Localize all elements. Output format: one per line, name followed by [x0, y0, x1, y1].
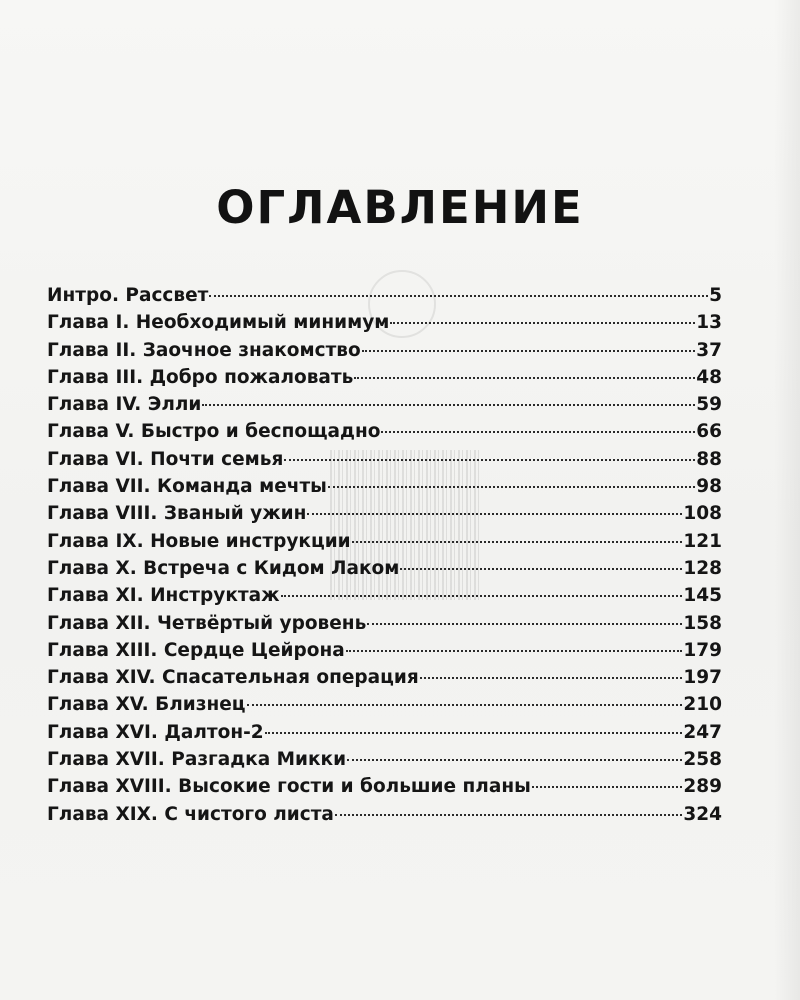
- toc-entry-title: Глава IX. Новые инструкции: [47, 530, 351, 552]
- toc-entry: [47, 367, 722, 394]
- dot-leader: [247, 704, 683, 706]
- toc-entry-page-number: 158: [683, 612, 722, 634]
- dot-leader: [209, 295, 708, 297]
- page-title: ОГЛАВЛЕНИЕ: [216, 181, 584, 234]
- toc-entry: [47, 804, 722, 831]
- dot-leader: [381, 431, 695, 433]
- toc-entry-page-number: 128: [683, 557, 722, 579]
- toc-entry-title: Глава V. Быстро и беспощадно: [47, 421, 381, 443]
- toc-entry: [47, 285, 722, 312]
- toc-entry-title: Глава XV. Близнец: [47, 694, 246, 716]
- toc-entry-page-number: 210: [683, 694, 722, 716]
- dot-leader: [265, 732, 683, 734]
- toc-entry-page-number: 66: [696, 421, 722, 443]
- toc-entry: [47, 312, 722, 339]
- toc-entry-page-number: 108: [683, 503, 722, 525]
- toc-entry: [47, 340, 722, 367]
- toc-entry-page-number: 289: [683, 776, 722, 798]
- dot-leader: [346, 650, 683, 652]
- toc-entry-title: Глава VIII. Званый ужин: [47, 503, 307, 525]
- toc-entry-page-number: 179: [683, 639, 722, 661]
- toc-entry-title: Интро. Рассвет: [47, 285, 209, 306]
- toc-entry-title: Глава I. Необходимый минимум: [47, 312, 390, 334]
- toc-entry: [47, 776, 722, 803]
- toc-entry-page-number: 88: [696, 448, 722, 470]
- toc-entry-title: Глава XI. Инструктаж: [47, 585, 280, 607]
- toc-entry: [47, 394, 722, 421]
- toc-entry: [47, 667, 722, 694]
- toc-entry-page-number: 48: [696, 366, 722, 388]
- dot-leader: [328, 486, 695, 488]
- toc-entry: [47, 558, 722, 585]
- toc-entry-title: Глава XVII. Разгадка Микки: [47, 749, 347, 771]
- page-edge-shadow: [774, 0, 800, 1000]
- toc-entry-title: Глава III. Добро пожаловать: [47, 366, 354, 388]
- dot-leader: [281, 595, 683, 597]
- toc-entry-title: Глава XIII. Сердце Цейрона: [47, 639, 345, 661]
- dot-leader: [335, 814, 682, 816]
- toc-entry: [47, 476, 722, 503]
- toc-entry-page-number: 5: [709, 285, 722, 306]
- toc-entry-page-number: 13: [696, 312, 722, 334]
- toc-entry-page-number: 247: [683, 721, 722, 743]
- toc-entry-page-number: 121: [683, 530, 722, 552]
- toc-entry-page-number: 59: [696, 394, 722, 416]
- toc-entry-title: Глава XVIII. Высокие гости и большие планы: [47, 776, 531, 798]
- toc-entry-page-number: 98: [696, 476, 722, 498]
- toc-entry-title: Глава XIX. С чистого листа: [47, 803, 334, 825]
- toc-entry-title: Глава XIV. Спасательная операция: [47, 667, 419, 689]
- toc-entry-page-number: 145: [683, 585, 722, 607]
- toc-entry-title: Глава X. Встреча с Кидом Лаком: [47, 557, 400, 579]
- table-of-contents: [47, 285, 722, 831]
- dot-leader: [400, 568, 682, 570]
- toc-entry-title: Глава IV. Элли: [47, 394, 202, 416]
- dot-leader: [202, 404, 695, 406]
- dot-leader: [532, 786, 683, 788]
- dot-leader: [390, 322, 695, 324]
- toc-entry: [47, 613, 722, 640]
- toc-entry-page-number: 197: [683, 667, 722, 689]
- toc-entry-page-number: 324: [683, 803, 722, 825]
- toc-entry-title: Глава II. Заочное знакомство: [47, 339, 361, 361]
- toc-entry-page-number: 258: [683, 749, 722, 771]
- dot-leader: [307, 513, 682, 515]
- dot-leader: [352, 541, 683, 543]
- dot-leader: [284, 459, 695, 461]
- toc-entry-title: Глава VII. Команда мечты: [47, 476, 327, 498]
- toc-entry: [47, 749, 722, 776]
- dot-leader: [420, 677, 683, 679]
- dot-leader: [367, 623, 682, 625]
- toc-entry: [47, 585, 722, 612]
- toc-entry-title: Глава XVI. Далтон-2: [47, 721, 264, 743]
- toc-entry: [47, 640, 722, 667]
- toc-entry-page-number: 37: [696, 339, 722, 361]
- toc-entry-title: Глава XII. Четвёртый уровень: [47, 612, 367, 634]
- toc-entry: [47, 503, 722, 530]
- dot-leader: [347, 759, 682, 761]
- toc-entry: [47, 531, 722, 558]
- dot-leader: [354, 377, 695, 379]
- toc-entry: [47, 449, 722, 476]
- toc-entry-title: Глава VI. Почти семья: [47, 448, 284, 470]
- toc-entry: [47, 694, 722, 721]
- toc-entry: [47, 722, 722, 749]
- toc-entry: [47, 421, 722, 448]
- dot-leader: [362, 350, 696, 352]
